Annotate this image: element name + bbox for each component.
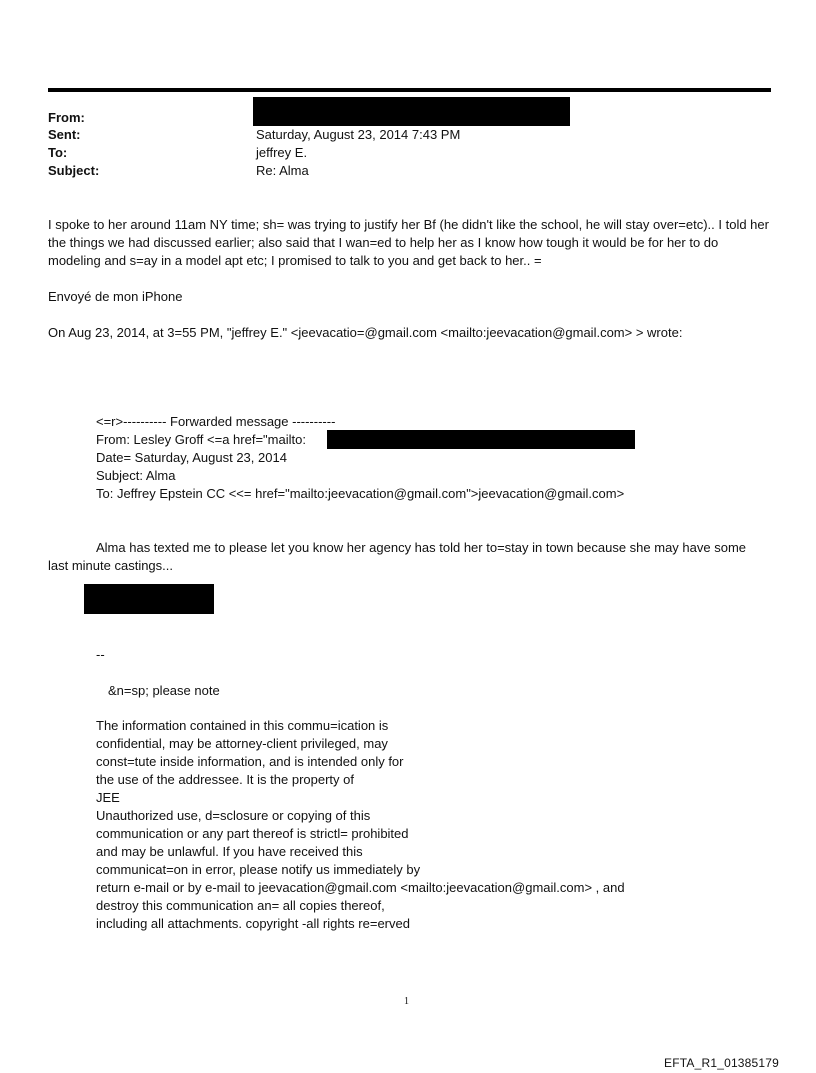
message-line-2: last minute castings...: [48, 558, 173, 573]
disclaimer-line: The information contained in this commu=ication is: [96, 718, 389, 733]
disclaimer-line: confidential, may be attorney-client privileged, may: [96, 736, 388, 751]
disclaimer-note: &n=sp; please note: [108, 683, 220, 698]
sent-value: Saturday, August 23, 2014 7:43 PM: [256, 127, 461, 142]
header-rule: [48, 88, 771, 92]
disclaimer-line: Unauthorized use, d=sclosure or copying of this: [96, 808, 371, 823]
forward-date: Date= Saturday, August 23, 2014: [96, 450, 287, 465]
message-line-1: Alma has texted me to please let you know her agency has told her to=stay in town because she may have some: [96, 540, 747, 555]
disclaimer-line: communicat=on in error, please notify us immediately by: [96, 862, 421, 877]
disclaimer-line: destroy this communication an= all copies thereof,: [96, 898, 385, 913]
disclaimer-line: communication or any part thereof is strictl= prohibited: [96, 826, 409, 841]
subject-value: Re: Alma: [256, 163, 309, 178]
forward-from: From: Lesley Groff <=a href="mailto:: [96, 432, 306, 447]
disclaimer-line: and may be unlawful. If you have received this: [96, 844, 363, 859]
signature: Envoyé de mon iPhone: [48, 289, 183, 304]
disclaimer-line: the use of the addressee. It is the property of: [96, 772, 354, 787]
to-value: jeffrey E.: [256, 145, 308, 160]
body-paragraph: I spoke to her around 11am NY time; sh= was trying to justify her Bf (he didn't like the school, he will stay over=etc).. I told her the things we had discussed earlier; also said that I wan=ed to help her as I know how tough it would be for her to do modeling and s=ay in a model apt etc; I promised to talk to you and get back to her.. =: [48, 217, 769, 268]
document-id: EFTA_R1_01385179: [664, 1056, 780, 1070]
disclaimer-line: const=tute inside information, and is intended only for: [96, 754, 404, 769]
redacted-email: [327, 430, 635, 449]
to-label: To:: [48, 145, 68, 160]
from-label: From:: [48, 110, 85, 125]
subject-label: Subject:: [48, 163, 100, 178]
redacted-signature: [84, 584, 214, 614]
sent-label: Sent:: [48, 127, 81, 142]
disclaimer-dashes: --: [96, 647, 105, 662]
disclaimer-line: return e-mail or by e-mail to jeevacation@gmail.com <mailto:jeevacation@gmail.com> , and: [96, 880, 625, 895]
redacted-from: [253, 97, 570, 126]
forward-to: To: Jeffrey Epstein CC <<= href="mailto:jeevacation@gmail.com">jeevacation@gmail.com>: [96, 486, 625, 501]
page-number: 1: [404, 996, 409, 1007]
disclaimer-line: JEE: [96, 790, 120, 805]
quote-intro: On Aug 23, 2014, at 3=55 PM, "jeffrey E." <jeevacatio=@gmail.com <mailto:jeevacation@gmail.com> > wrote:: [48, 325, 683, 340]
disclaimer-line: including all attachments. copyright -all rights re=erved: [96, 916, 410, 931]
forward-subject: Subject: Alma: [96, 468, 176, 483]
forward-separator: <=r>---------- Forwarded message ----------: [96, 414, 336, 429]
